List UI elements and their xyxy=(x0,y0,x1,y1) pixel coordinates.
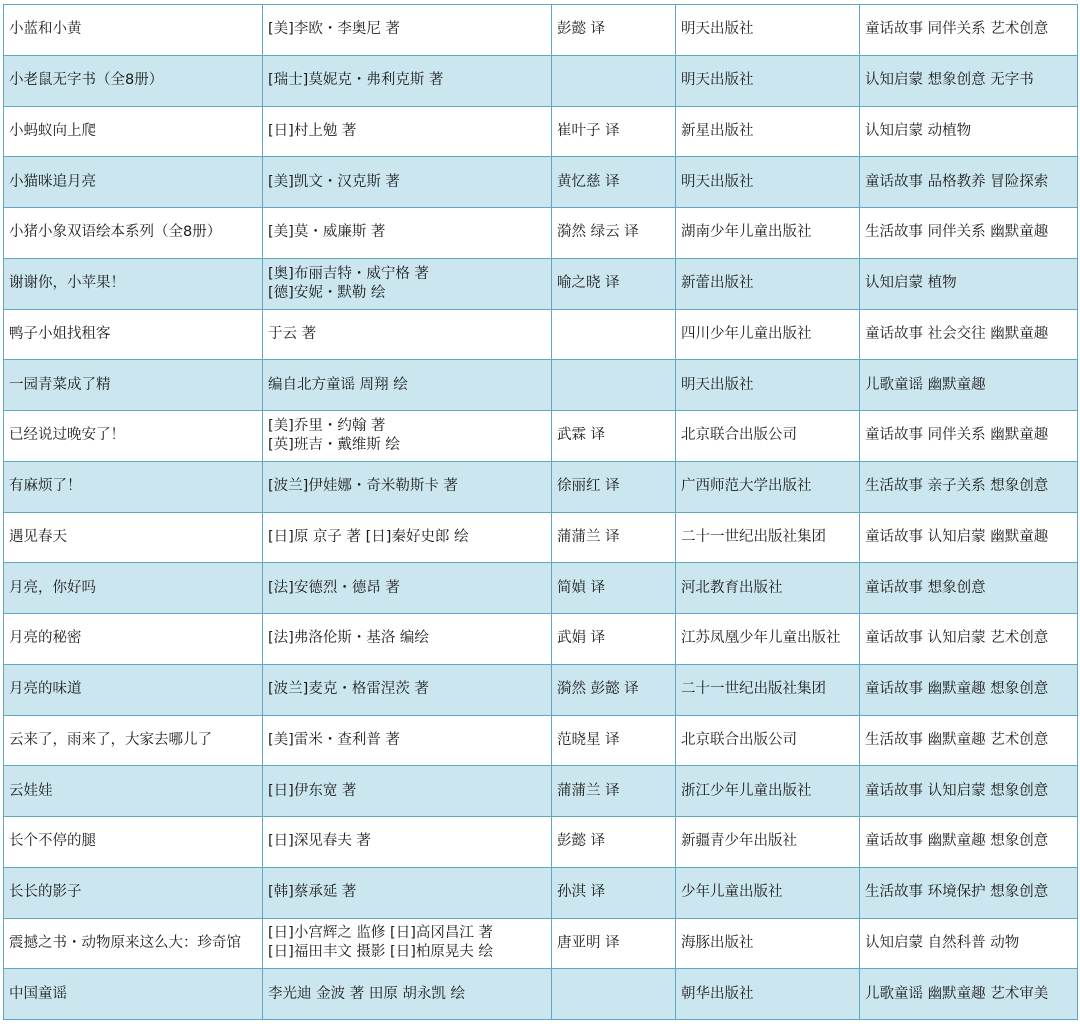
book-tags-cell: 认知启蒙 想象创意 无字书 xyxy=(860,55,1078,106)
author-line: [波兰]伊娃娜・奇米勒斯卡 著 xyxy=(268,478,458,495)
book-publisher-cell: 新疆青少年出版社 xyxy=(676,817,860,868)
book-title-cell: 有麻烦了！ xyxy=(4,461,263,512)
book-translator-cell: 范晓星 译 xyxy=(552,715,676,766)
book-publisher-cell: 少年儿童出版社 xyxy=(676,867,860,918)
book-title-cell: 月亮，你好吗 xyxy=(4,563,263,614)
book-publisher-cell: 二十一世纪出版社集团 xyxy=(676,664,860,715)
book-author-cell xyxy=(263,664,552,715)
book-tags-cell: 童话故事 同伴关系 艺术创意 xyxy=(860,5,1078,56)
author-line: 编自北方童谣 周翔 绘 xyxy=(268,376,408,393)
book-publisher-cell: 江苏凤凰少年儿童出版社 xyxy=(676,614,860,665)
book-tags-cell: 生活故事 亲子关系 想象创意 xyxy=(860,461,1078,512)
table-row xyxy=(4,461,1078,512)
table-row xyxy=(4,208,1078,259)
table-row xyxy=(4,867,1078,918)
author-line: [美]凯文・汉克斯 著 xyxy=(268,173,400,190)
book-author-cell xyxy=(263,309,552,360)
author-line: [法]安德烈・德昂 著 xyxy=(268,579,400,596)
author-line: [日]小宫辉之 监修 [日]高冈昌江 著 xyxy=(268,925,493,942)
book-title-cell: 小猪小象双语绘本系列（全8册） xyxy=(4,208,263,259)
book-translator-cell: 彭懿 译 xyxy=(552,5,676,56)
author-line: [瑞士]莫妮克・弗利克斯 著 xyxy=(268,72,444,89)
table-row xyxy=(4,360,1078,411)
book-author-cell xyxy=(263,766,552,817)
book-publisher-cell: 北京联合出版公司 xyxy=(676,715,860,766)
book-title-cell: 小蚂蚁向上爬 xyxy=(4,106,263,157)
book-tags-cell: 儿歌童谣 幽默童趣 艺术审美 xyxy=(860,969,1078,1020)
book-translator-cell: 武娟 译 xyxy=(552,614,676,665)
book-translator-cell: 蒲蒲兰 译 xyxy=(552,766,676,817)
book-tags-cell: 童话故事 幽默童趣 想象创意 xyxy=(860,664,1078,715)
table-row xyxy=(4,817,1078,868)
book-publisher-cell: 明天出版社 xyxy=(676,157,860,208)
book-publisher-cell: 湖南少年儿童出版社 xyxy=(676,208,860,259)
book-tags-cell: 认知启蒙 自然科普 动物 xyxy=(860,918,1078,969)
book-title-cell: 谢谢你，小苹果！ xyxy=(4,258,263,309)
book-translator-cell: 喻之晓 译 xyxy=(552,258,676,309)
book-tags-cell: 生活故事 幽默童趣 艺术创意 xyxy=(860,715,1078,766)
book-translator-cell: 唐亚明 译 xyxy=(552,918,676,969)
book-tags-cell: 认知启蒙 植物 xyxy=(860,258,1078,309)
book-author-cell xyxy=(263,715,552,766)
table-row xyxy=(4,512,1078,563)
book-title-cell: 长个不停的腿 xyxy=(4,817,263,868)
book-author-cell xyxy=(263,360,552,411)
book-title-cell: 小老鼠无字书（全8册） xyxy=(4,55,263,106)
book-publisher-cell: 河北教育出版社 xyxy=(676,563,860,614)
book-list-body xyxy=(4,5,1078,1020)
book-title-cell: 小蓝和小黄 xyxy=(4,5,263,56)
book-translator-cell: 简媜 译 xyxy=(552,563,676,614)
book-author-cell xyxy=(263,106,552,157)
book-publisher-cell: 朝华出版社 xyxy=(676,969,860,1020)
author-line: [韩]蔡承延 著 xyxy=(268,884,357,901)
book-tags-cell: 生活故事 环境保护 想象创意 xyxy=(860,867,1078,918)
book-title-cell: 遇见春天 xyxy=(4,512,263,563)
book-publisher-cell: 新星出版社 xyxy=(676,106,860,157)
author-line: [美]乔里・约翰 著 xyxy=(268,417,386,434)
author-line: [德]安妮・默勒 绘 xyxy=(268,284,386,301)
table-row xyxy=(4,715,1078,766)
author-line: [美]雷米・查利普 著 xyxy=(268,731,400,748)
table-row xyxy=(4,918,1078,969)
author-line: [波兰]麦克・格雷涅茨 著 xyxy=(268,681,429,698)
book-tags-cell: 童话故事 认知启蒙 幽默童趣 xyxy=(860,512,1078,563)
book-tags-cell: 认知启蒙 动植物 xyxy=(860,106,1078,157)
table-row xyxy=(4,766,1078,817)
book-translator-cell xyxy=(552,360,676,411)
book-author-cell xyxy=(263,563,552,614)
table-row xyxy=(4,157,1078,208)
book-translator-cell: 漪然 彭懿 译 xyxy=(552,664,676,715)
author-line: [美]李欧・李奥尼 著 xyxy=(268,21,400,38)
book-title-cell: 云娃娃 xyxy=(4,766,263,817)
author-line: [美]莫・威廉斯 著 xyxy=(268,224,386,241)
table-row xyxy=(4,55,1078,106)
book-author-cell xyxy=(263,614,552,665)
book-author-cell xyxy=(263,461,552,512)
book-title-cell: 鸭子小姐找租客 xyxy=(4,309,263,360)
book-author-cell xyxy=(263,157,552,208)
author-line: [奥]布丽吉特・威宁格 著 xyxy=(268,265,429,282)
book-publisher-cell: 广西师范大学出版社 xyxy=(676,461,860,512)
book-author-cell xyxy=(263,258,552,309)
book-publisher-cell: 二十一世纪出版社集团 xyxy=(676,512,860,563)
book-translator-cell: 蒲蒲兰 译 xyxy=(552,512,676,563)
book-translator-cell xyxy=(552,55,676,106)
book-translator-cell: 徐丽红 译 xyxy=(552,461,676,512)
book-translator-cell: 黄忆慈 译 xyxy=(552,157,676,208)
book-author-cell xyxy=(263,969,552,1020)
book-tags-cell: 童话故事 品格教养 冒险探索 xyxy=(860,157,1078,208)
book-author-cell xyxy=(263,411,552,462)
book-author-cell xyxy=(263,55,552,106)
book-author-cell xyxy=(263,5,552,56)
book-title-cell: 小猫咪追月亮 xyxy=(4,157,263,208)
table-row xyxy=(4,563,1078,614)
book-author-cell xyxy=(263,918,552,969)
author-line: 李光迪 金波 著 田原 胡永凯 绘 xyxy=(268,985,466,1002)
book-author-cell xyxy=(263,817,552,868)
book-publisher-cell: 明天出版社 xyxy=(676,5,860,56)
book-title-cell: 中国童谣 xyxy=(4,969,263,1020)
author-line: 于云 著 xyxy=(268,325,317,342)
author-line: [日]深见春夫 著 xyxy=(268,833,371,850)
book-translator-cell: 武霖 译 xyxy=(552,411,676,462)
book-tags-cell: 童话故事 同伴关系 幽默童趣 xyxy=(860,411,1078,462)
author-line: [日]村上勉 著 xyxy=(268,122,357,139)
book-publisher-cell: 北京联合出版公司 xyxy=(676,411,860,462)
book-author-cell xyxy=(263,208,552,259)
book-tags-cell: 童话故事 幽默童趣 想象创意 xyxy=(860,817,1078,868)
author-line: [日]福田丰文 摄影 [日]柏原晃夫 绘 xyxy=(268,944,493,961)
table-row xyxy=(4,309,1078,360)
book-list-table xyxy=(3,4,1078,1020)
book-publisher-cell: 四川少年儿童出版社 xyxy=(676,309,860,360)
book-publisher-cell: 新蕾出版社 xyxy=(676,258,860,309)
book-tags-cell: 儿歌童谣 幽默童趣 xyxy=(860,360,1078,411)
book-tags-cell: 童话故事 认知启蒙 艺术创意 xyxy=(860,614,1078,665)
author-line: [日]伊东宽 著 xyxy=(268,782,357,799)
book-title-cell: 云来了，雨来了，大家去哪儿了 xyxy=(4,715,263,766)
table-row xyxy=(4,664,1078,715)
book-publisher-cell: 浙江少年儿童出版社 xyxy=(676,766,860,817)
book-title-cell: 长长的影子 xyxy=(4,867,263,918)
book-tags-cell: 童话故事 认知启蒙 想象创意 xyxy=(860,766,1078,817)
book-title-cell: 月亮的秘密 xyxy=(4,614,263,665)
book-publisher-cell: 海豚出版社 xyxy=(676,918,860,969)
book-translator-cell: 漪然 绿云 译 xyxy=(552,208,676,259)
book-translator-cell: 孙淇 译 xyxy=(552,867,676,918)
book-list-table-wrapper xyxy=(3,4,1077,1020)
book-title-cell: 月亮的味道 xyxy=(4,664,263,715)
book-author-cell xyxy=(263,867,552,918)
table-row xyxy=(4,106,1078,157)
table-row xyxy=(4,969,1078,1020)
book-translator-cell xyxy=(552,309,676,360)
table-row xyxy=(4,411,1078,462)
book-tags-cell: 童话故事 社会交往 幽默童趣 xyxy=(860,309,1078,360)
table-row xyxy=(4,614,1078,665)
book-translator-cell: 崔叶子 译 xyxy=(552,106,676,157)
author-line: [日]原 京子 著 [日]秦好史郎 绘 xyxy=(268,528,469,545)
book-publisher-cell: 明天出版社 xyxy=(676,55,860,106)
book-publisher-cell: 明天出版社 xyxy=(676,360,860,411)
book-translator-cell xyxy=(552,969,676,1020)
book-translator-cell: 彭懿 译 xyxy=(552,817,676,868)
book-title-cell: 震撼之书・动物原来这么大：珍奇馆 xyxy=(4,918,263,969)
table-row xyxy=(4,5,1078,56)
book-tags-cell: 童话故事 想象创意 xyxy=(860,563,1078,614)
author-line: [英]班吉・戴维斯 绘 xyxy=(268,436,400,453)
table-row xyxy=(4,258,1078,309)
author-line: [法]弗洛伦斯・基洛 编绘 xyxy=(268,630,429,647)
book-author-cell xyxy=(263,512,552,563)
book-title-cell: 一园青菜成了精 xyxy=(4,360,263,411)
book-title-cell: 已经说过晚安了！ xyxy=(4,411,263,462)
book-tags-cell: 生活故事 同伴关系 幽默童趣 xyxy=(860,208,1078,259)
